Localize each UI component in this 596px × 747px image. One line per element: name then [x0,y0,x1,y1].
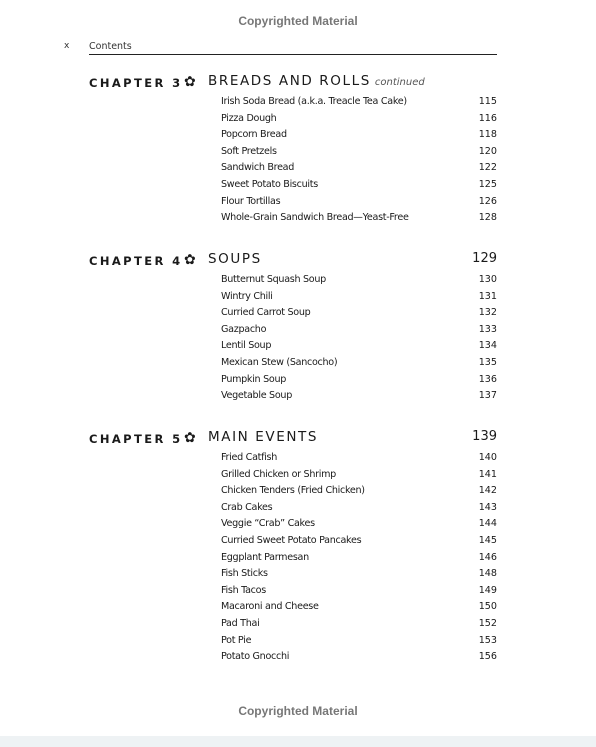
chapter-title-text: BREADS AND ROLLS [208,73,371,89]
flower-icon: ✿ [184,74,196,90]
chapter-page: 139 [472,429,497,444]
entry-page: 116 [478,112,497,124]
entry-page: 128 [478,212,497,224]
entry-page: 126 [478,195,497,207]
entry-page: 145 [478,534,497,546]
chapter-title [208,429,318,445]
entry-list [89,96,497,229]
entry-title: Macaroni and Cheese [221,601,319,613]
flower-icon: ✿ [184,252,196,268]
toc-entry[interactable] [89,452,497,469]
chapter-title [208,251,262,267]
chapter-title-text: SOUPS [208,251,262,267]
viewer-footer-bar [0,736,596,747]
entry-title: Pad Thai [221,617,260,629]
continued-label: continued [374,77,425,88]
entry-page: 149 [478,584,497,596]
entry-page: 137 [478,390,497,402]
toc-entry[interactable] [89,324,497,341]
chapter-heading [89,429,497,447]
entry-title: Eggplant Parmesan [221,551,309,563]
entry-title: Curried Sweet Potato Pancakes [221,534,362,546]
entry-page: 135 [478,356,497,368]
chapter-3-section [89,73,497,229]
toc-entry[interactable] [89,552,497,569]
page-number: x [64,41,70,51]
toc-entry[interactable] [89,196,497,213]
entry-page: 118 [478,129,497,141]
entry-page: 141 [478,468,497,480]
entry-title: Pizza Dough [221,112,277,124]
entry-page: 142 [478,485,497,497]
running-header: Contents [89,41,497,55]
entry-list [89,452,497,668]
toc-entry[interactable] [89,307,497,324]
chapter-heading [89,251,497,269]
entry-page: 144 [478,518,497,530]
entry-title: Popcorn Bread [221,129,287,141]
entry-title: Wintry Chili [221,290,273,302]
chapter-label: CHAPTER 4 [89,254,183,268]
watermark-bottom: Copyrighted Material [238,704,358,718]
chapter-page: 129 [472,251,497,266]
entry-list [89,274,497,407]
entry-title: Grilled Chicken or Shrimp [221,468,336,480]
toc-entry[interactable] [89,96,497,113]
entry-title: Veggie “Crab” Cakes [221,518,315,530]
entry-title: Gazpacho [221,323,267,335]
entry-title: Irish Soda Bread (a.k.a. Treacle Tea Cake) [221,96,407,107]
toc-entry[interactable] [89,340,497,357]
entry-title: Flour Tortillas [221,195,281,207]
flower-icon: ✿ [184,430,196,446]
entry-title: Vegetable Soup [221,390,292,402]
entry-title: Lentil Soup [221,340,272,352]
chapter-4-section [89,251,497,407]
toc-entry[interactable] [89,162,497,179]
toc-entry[interactable] [89,635,497,652]
toc-entry[interactable] [89,129,497,146]
entry-title: Fried Catfish [221,452,278,463]
entry-title: Crab Cakes [221,501,273,513]
entry-title: Fish Sticks [221,568,268,580]
entry-page: 146 [478,551,497,563]
chapter-heading [89,73,497,91]
entry-title: Butternut Squash Soup [221,274,326,285]
toc-entry[interactable] [89,179,497,196]
toc-entry[interactable] [89,374,497,391]
entry-page: 131 [478,290,497,302]
chapter-title-text: MAIN EVENTS [208,429,319,445]
toc-entry[interactable] [89,357,497,374]
entry-page: 120 [478,145,497,157]
toc-entry[interactable] [89,535,497,552]
toc-entry[interactable] [89,485,497,502]
entry-page: 125 [478,178,497,190]
toc-entry[interactable] [89,502,497,519]
toc-entry[interactable] [89,113,497,130]
entry-title: Chicken Tenders (Fried Chicken) [221,485,365,497]
entry-page: 130 [478,274,497,285]
toc-entry[interactable] [89,651,497,668]
entry-title: Curried Carrot Soup [221,307,311,319]
entry-page: 143 [478,501,497,513]
entry-title: Pot Pie [221,634,252,646]
entry-page: 150 [478,601,497,613]
toc-entry[interactable] [89,390,497,407]
chapter-label: CHAPTER 3 [89,76,183,90]
entry-page: 156 [478,651,497,663]
toc-entry[interactable] [89,618,497,635]
entry-page: 133 [478,323,497,335]
entry-title: Pumpkin Soup [221,373,287,385]
entry-page: 134 [478,340,497,352]
entry-title: Sandwich Bread [221,162,295,174]
entry-page: 115 [478,96,497,107]
toc-entry[interactable] [89,291,497,308]
entry-page: 148 [478,568,497,580]
entry-title: Whole-Grain Sandwich Bread—Yeast-Free [221,212,409,224]
entry-title: Mexican Stew (Sancocho) [221,356,338,368]
toc-entry[interactable] [89,518,497,535]
toc-entry[interactable] [89,585,497,602]
toc-entry[interactable] [89,212,497,229]
entry-title: Soft Pretzels [221,145,277,157]
entry-page: 152 [478,617,497,629]
entry-page: 132 [478,307,497,319]
toc-entry[interactable] [89,469,497,486]
toc-entry[interactable] [89,568,497,585]
chapter-label: CHAPTER 5 [89,432,183,446]
toc-entry[interactable] [89,146,497,163]
chapter-title [208,73,425,89]
entry-title: Potato Gnocchi [221,651,290,663]
entry-page: 122 [478,162,497,174]
entry-page: 140 [478,452,497,463]
toc-entry[interactable] [89,274,497,291]
toc-entry[interactable] [89,601,497,618]
entry-title: Fish Tacos [221,584,266,596]
entry-page: 153 [478,634,497,646]
chapter-5-section [89,429,497,668]
watermark-top: Copyrighted Material [238,14,358,28]
entry-title: Sweet Potato Biscuits [221,178,318,190]
entry-page: 136 [478,373,497,385]
